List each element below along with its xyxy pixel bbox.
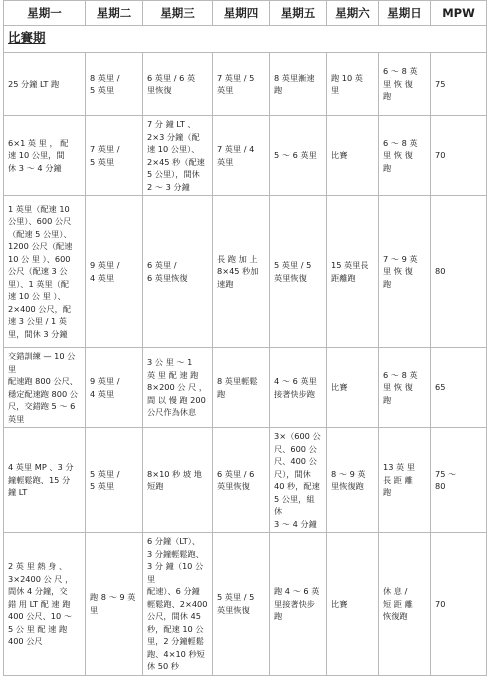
cell-tuesday: 跑 8 ～ 9 英里 — [86, 533, 143, 676]
cell-tuesday: 7 英里 / 5 英里 — [86, 116, 143, 196]
cell-monday: 交錯訓練 — 10 公里 配速跑 800 公尺、 穩定配速跑 800 公 尺，交錯跑 5 ～ 6 英里 — [4, 348, 86, 428]
cell-friday: 5 英里 / 5 英里恢復 — [270, 196, 327, 348]
cell-monday: 25 分鐘 LT 跑 — [4, 53, 86, 116]
cell-saturday: 比賽 — [327, 348, 379, 428]
cell-wednesday: 6 英里 / 6 英里恢復 — [143, 196, 213, 348]
cell-friday: 5 ～ 6 英里 — [270, 116, 327, 196]
cell-monday: 4 英里 MP 、3 分 鐘輕鬆跑、15 分 鐘 LT — [4, 428, 86, 533]
training-schedule-table — [3, 0, 487, 676]
cell-friday: 3×（600 公 尺、600 公 尺、400 公 尺），間休 40 秒，配速 5 公里，組休 3 ～ 4 分鐘 — [270, 428, 327, 533]
header-row — [4, 1, 487, 26]
week-row — [4, 348, 487, 428]
cell-mpw: 80 — [431, 196, 487, 348]
cell-saturday: 比賽 — [327, 533, 379, 676]
week-row — [4, 533, 487, 676]
cell-thursday: 7 英里 / 5 英里 — [213, 53, 270, 116]
cell-tuesday: 9 英里 / 4 英里 — [86, 348, 143, 428]
cell-thursday: 6 英里 / 6 英里恢復 — [213, 428, 270, 533]
cell-friday: 4 ～ 6 英里 接著快步跑 — [270, 348, 327, 428]
cell-saturday: 15 英里長 距離跑 — [327, 196, 379, 348]
cell-thursday: 8 英里輕鬆 跑 — [213, 348, 270, 428]
cell-saturday: 跑 10 英 里 — [327, 53, 379, 116]
cell-wednesday: 3 公 里 ～ 1 英 里 配 速 跑 8×200 公 尺 ， 間 以 慢 跑 200 公尺作為休息 — [143, 348, 213, 428]
cell-monday: 2 英 里 熱 身 、 3×2400 公 尺 ， 間休 4 分鐘，交 錯 用 LT 配 速 跑 400 公尺、10 ～ 5 公 里 配 速 跑 400 公尺 — [4, 533, 86, 676]
phase-title: 比賽期 — [8, 30, 46, 46]
header-monday: 星期一 — [4, 1, 86, 26]
cell-thursday: 5 英里 / 5 英里恢復 — [213, 533, 270, 676]
week-row — [4, 428, 487, 533]
cell-monday: 1 英里（配速 10 公里）、600 公尺 （配速 5 公里）、 1200 公尺（配速 10 公 里 ）、600 公尺（配速 3 公 里）、1 英里（配 速 10 公 里 ）、 2×400 公尺，配 速 3 公里 / 1 英 里，間休 3 分鐘 — [4, 196, 86, 348]
header-sunday: 星期日 — [379, 1, 431, 26]
cell-tuesday: 9 英里 / 4 英里 — [86, 196, 143, 348]
cell-saturday: 比賽 — [327, 116, 379, 196]
cell-mpw: 75 — [431, 53, 487, 116]
cell-sunday: 6 ～ 8 英 里 恢 復 跑 — [379, 116, 431, 196]
week-row — [4, 53, 487, 116]
cell-wednesday: 7 分 鐘 LT 、 2×3 分鐘（配 速 10 公里）、 2×45 秒（配速 5 公里），間休 2 ～ 3 分鐘 — [143, 116, 213, 196]
cell-mpw: 75 ～ 80 — [431, 428, 487, 533]
cell-thursday: 7 英里 / 4 英里 — [213, 116, 270, 196]
week-row — [4, 196, 487, 348]
cell-tuesday: 8 英里 / 5 英里 — [86, 53, 143, 116]
cell-mpw: 70 — [431, 533, 487, 676]
cell-friday: 跑 4 ～ 6 英 里接著快步 跑 — [270, 533, 327, 676]
cell-thursday: 長 跑 加 上 8×45 秒加 速跑 — [213, 196, 270, 348]
cell-sunday: 7 ～ 9 英 里 恢 復 跑 — [379, 196, 431, 348]
header-tuesday: 星期二 — [86, 1, 143, 26]
phase-row — [4, 26, 487, 53]
cell-mpw: 70 — [431, 116, 487, 196]
week-row — [4, 116, 487, 196]
cell-wednesday: 6 分鐘（LT）、 3 分鐘輕鬆跑、 3 分 鐘（10 公 里 配速）、6 分鐘 輕鬆跑、2×400 公尺，間休 45 秒，配速 10 公 里，2 分鐘輕鬆 跑、4×10 秒短 休 50 秒 — [143, 533, 213, 676]
cell-sunday: 休 息 / 短 距 離 恢復跑 — [379, 533, 431, 676]
header-wednesday: 星期三 — [143, 1, 213, 26]
cell-sunday: 6 ～ 8 英 里 恢 復 跑 — [379, 348, 431, 428]
header-mpw: MPW — [431, 1, 487, 26]
cell-sunday: 13 英 里 長 距 離 跑 — [379, 428, 431, 533]
header-friday: 星期五 — [270, 1, 327, 26]
header-saturday: 星期六 — [327, 1, 379, 26]
cell-saturday: 8 ～ 9 英 里恢復跑 — [327, 428, 379, 533]
cell-friday: 8 英里漸速 跑 — [270, 53, 327, 116]
cell-monday: 6×1 英 里 ， 配 速 10 公里，間 休 3 ～ 4 分鐘 — [4, 116, 86, 196]
cell-tuesday: 5 英里 / 5 英里 — [86, 428, 143, 533]
cell-sunday: 6 ～ 8 英 里 恢 復 跑 — [379, 53, 431, 116]
cell-wednesday: 8×10 秒 坡 地 短跑 — [143, 428, 213, 533]
schedule-wrapper — [3, 0, 486, 676]
cell-wednesday: 6 英里 / 6 英 里恢復 — [143, 53, 213, 116]
cell-mpw: 65 — [431, 348, 487, 428]
header-thursday: 星期四 — [213, 1, 270, 26]
phase-cell — [4, 26, 487, 53]
